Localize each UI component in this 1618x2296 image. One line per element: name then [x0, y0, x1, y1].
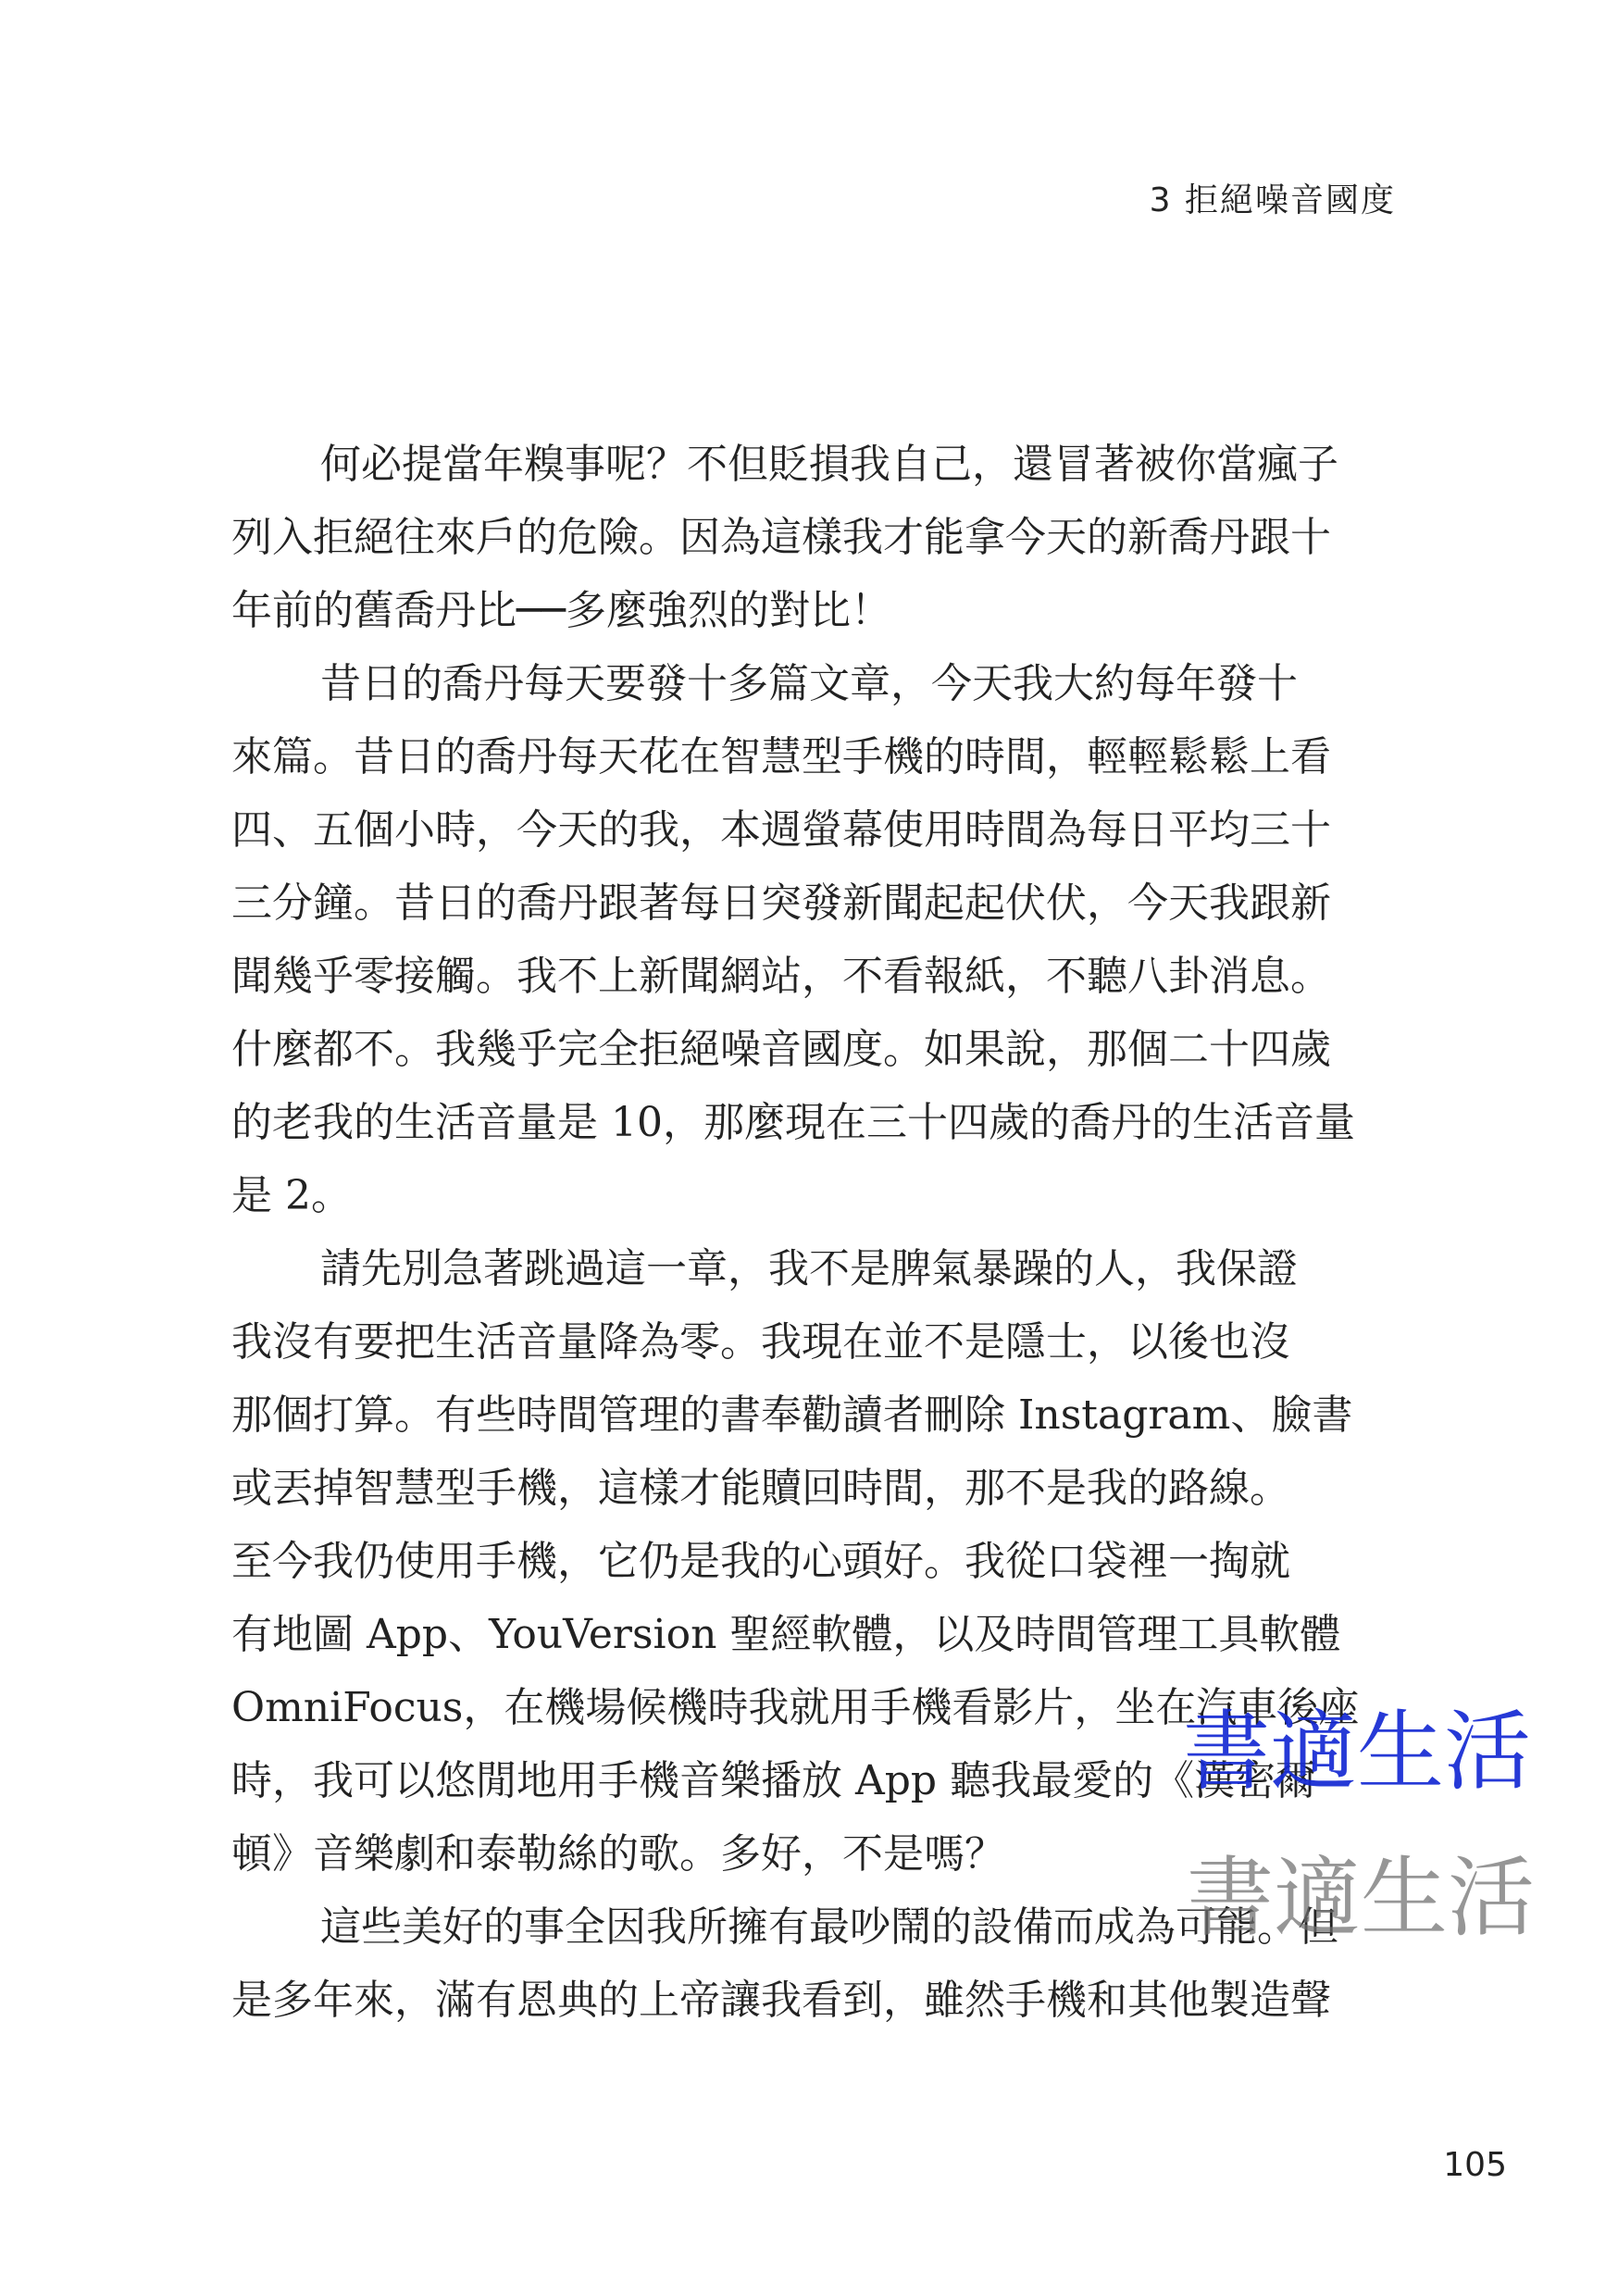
text-line: 四、五個小時，今天的我，本週螢幕使用時間為每日平均三十: [231, 806, 1331, 854]
text-line: 列入拒絕往來戶的危險。因為這樣我才能拿今天的新喬丹跟十: [231, 514, 1331, 561]
text-line: OmniFocus，在機場候機時我就用手機看影片，坐在汽車後座: [231, 1684, 1360, 1731]
text-line: 是 2。: [231, 1172, 352, 1219]
running-head-chapter-title: 3 拒絕噪音國度: [1149, 181, 1396, 219]
paragraph-1: [231, 428, 1398, 647]
text-line: 昔日的喬丹每天要發十多篇文章，今天我大約每年發十: [320, 660, 1298, 707]
text-line: 那個打算。有些時間管理的書奉勸讀者刪除 Instagram、臉書: [231, 1391, 1353, 1439]
text-line: 請先別急著跳過這一章，我不是脾氣暴躁的人，我保證: [320, 1245, 1298, 1292]
text-line: 的老我的生活音量是 10，那麼現在三十四歲的喬丹的生活音量: [231, 1099, 1355, 1146]
text-line: 何必提當年糗事呢？不但貶損我自己，還冒著被你當瘋子: [320, 441, 1338, 488]
text-line: 來篇。昔日的喬丹每天花在智慧型手機的時間，輕輕鬆鬆上看: [231, 733, 1331, 780]
text-line: 三分鐘。昔日的喬丹跟著每日突發新聞起起伏伏，今天我跟新: [231, 880, 1331, 927]
text-line: 頓》音樂劇和泰勒絲的歌。多好，不是嗎？: [231, 1830, 1005, 1878]
text-line: 這些美好的事全因我所擁有最吵鬧的設備而成為可能。但: [320, 1903, 1338, 1951]
watermark-gray: 書適生活: [1187, 1848, 1536, 1949]
page-number: 105: [1443, 2146, 1507, 2184]
text-line: 至今我仍使用手機，它仍是我的心頭好。我從口袋裡一掏就: [231, 1538, 1290, 1585]
text-line: 或丟掉智慧型手機，這樣才能贖回時間，那不是我的路線。: [231, 1465, 1290, 1512]
text-line: 有地圖 App、YouVersion 聖經軟體，以及時間管理工具軟體: [231, 1611, 1341, 1658]
text-line: 時，我可以悠閒地用手機音樂播放 App 聽我最愛的《漢密爾: [231, 1757, 1317, 1804]
text-line: 聞幾乎零接觸。我不上新聞網站，不看報紙，不聽八卦消息。: [231, 953, 1331, 1000]
text-line: 我沒有要把生活音量降為零。我現在並不是隱士，以後也沒: [231, 1318, 1290, 1366]
watermark-blue: 書適生活: [1183, 1702, 1532, 1803]
paragraph-2: [231, 647, 1398, 1232]
text-line: 年前的舊喬丹比──多麼強烈的對比！: [231, 587, 891, 634]
text-line: 是多年來，滿有恩典的上帝讓我看到，雖然手機和其他製造聲: [231, 1977, 1331, 2024]
text-line: 什麼都不。我幾乎完全拒絕噪音國度。如果說，那個二十四歲: [231, 1026, 1331, 1073]
